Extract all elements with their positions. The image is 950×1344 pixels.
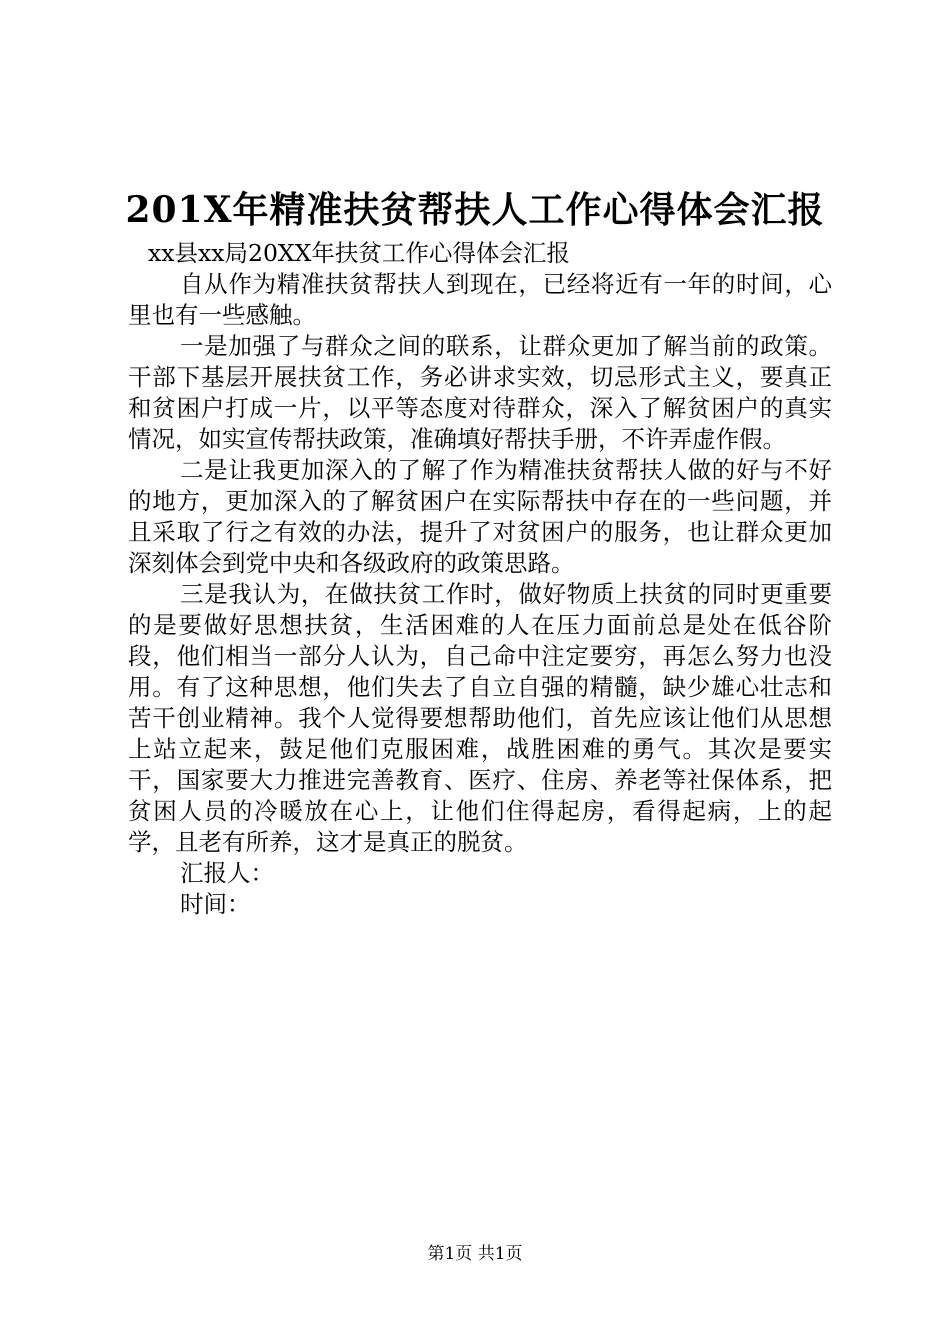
paragraph-point-three: 三是我认为，在做扶贫工作时，做好物质上扶贫的同时更重要的是要做好思想扶贫，生活困难的人在压力面前总是处在低谷阶段，他们相当一部分人认为，自己命中注定要穷，再怎么努力也没用。有了这种思想，他们失去了自立自强的精髓，缺少雄心壮志和苦干创业精神。我个人觉得要想帮助他们，首先应该让他们从思想上站立起来，鼓足他们克服困难，战胜困难的勇气。其次是要实干，国家要大力推进完善教育、医疗、住房、养老等社保体系，把贫困人员的冷暖放在心上，让他们住得起房，看得起病，上的起学，且老有所养，这才是真正的脱贫。	[128, 580, 832, 856]
page-footer: 第1页 共1页	[427, 1244, 523, 1264]
paragraph-point-two: 二是让我更加深入的了解了作为精准扶贫帮扶人做的好与不好的地方，更加深入的了解贫困户在实际帮扶中存在的一些问题，并且采取了行之有效的办法，提升了对贫困户的服务，也让群众更加深刻体会到党中央和各级政府的政策思路。	[128, 456, 832, 577]
paragraph-point-one: 一是加强了与群众之间的联系，让群众更加了解当前的政策。干部下基层开展扶贫工作，务必讲求实效，切忌形式主义，要真正和贫困户打成一片，以平等态度对待群众，深入了解贫困户的真实情况，如实宣传帮扶政策，准确填好帮扶手册，不许弄虚作假。	[128, 332, 832, 453]
document-subtitle: xx县xx局20XX年扶贫工作心得体会汇报	[148, 239, 570, 267]
document-body	[128, 238, 832, 920]
reporter-label: 汇报人：	[180, 859, 274, 887]
paragraph-intro: 自从作为精准扶贫帮扶人到现在，已经将近有一年的时间，心里也有一些感触。	[128, 270, 832, 329]
document-title: 201X年精准扶贫帮扶人工作心得体会汇报	[125, 189, 825, 231]
time-label: 时间：	[180, 890, 251, 918]
